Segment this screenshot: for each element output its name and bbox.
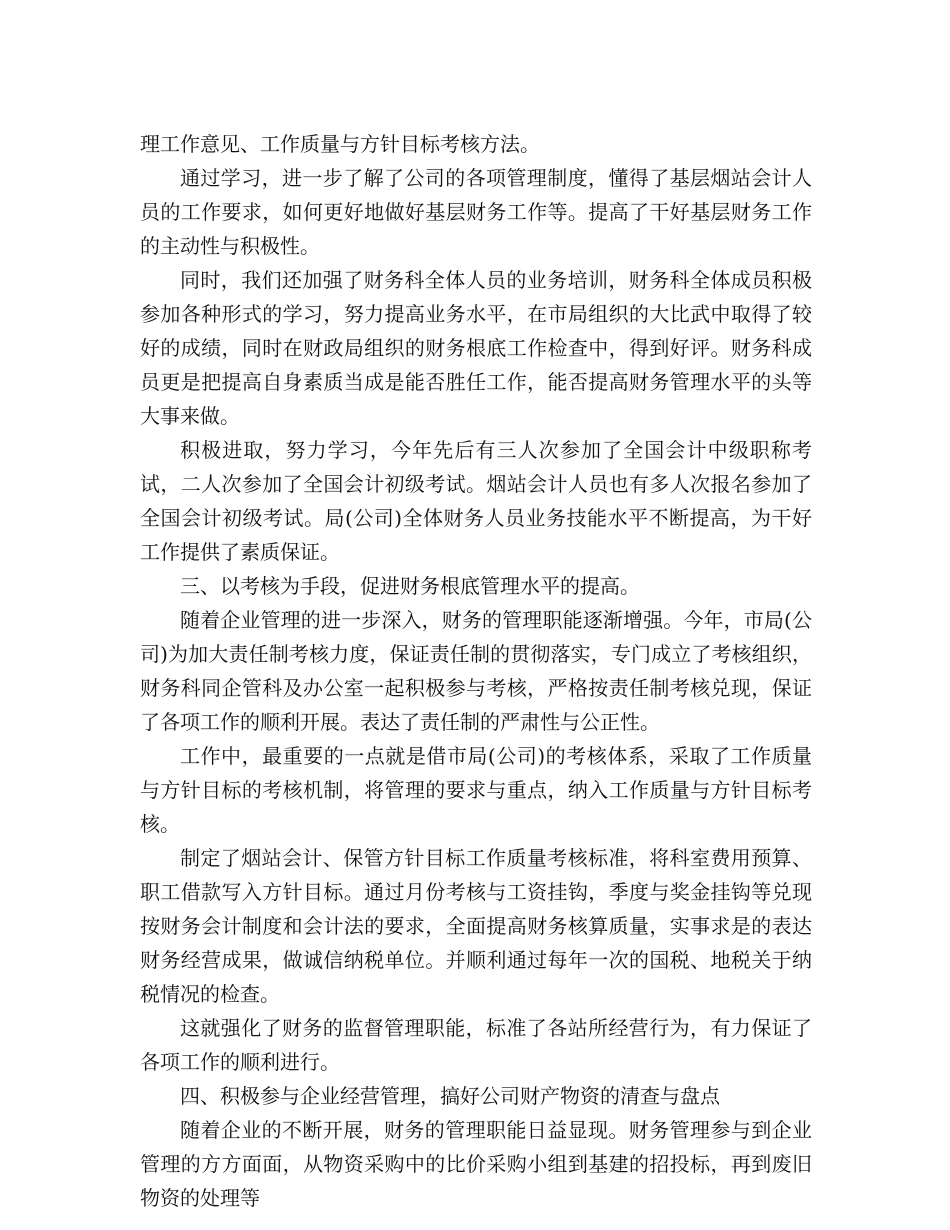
paragraph: 随着企业的不断开展，财务的管理职能日益显现。财务管理参与到企业管理的方方面面，从物资采购中的比价采购小组到基建的招投标，再到废旧物资的处理等 [140,1118,812,1210]
paragraph: 理工作意见、工作质量与方针目标考核方法。 [140,132,540,156]
paragraph: 积极进取，努力学习，今年先后有三人次参加了全国会计中级职称考试，二人次参加了全国会计初级考试。烟站会计人员也有多人次报名参加了全国会计初级考试。局(公司)全体财务人员业务技能水平不断提高，为干好工作提供了素质保证。 [140,438,812,564]
paragraph: 制定了烟站会计、保管方针目标工作质量考核标准，将科室费用预算、职工借款写入方针目标。通过月份考核与工资挂钩，季度与奖金挂钩等兑现按财务会计制度和会计法的要求，全面提高财务核算质量，实事求是的表达财务经营成果，做诚信纳税单位。并顺利通过每年一次的国税、地税关于纳税情况的检查。 [140,846,812,1006]
paragraph: 同时，我们还加强了财务科全体人员的业务培训，财务科全体成员积极参加各种形式的学习，努力提高业务水平，在市局组织的大比武中取得了较好的成绩，同时在财政局组织的财务根底工作检查中，得到好评。财务科成员更是把提高自身素质当成是能否胜任工作，能否提高财务管理水平的头等大事来做。 [140,268,812,428]
paragraph: 随着企业管理的进一步深入，财务的管理职能逐渐增强。今年，市局(公司)为加大责任制考核力度，保证责任制的贯彻落实，专门成立了考核组织，财务科同企管科及办公室一起积极参与考核，严格按责任制考核兑现，保证了各项工作的顺利开展。表达了责任制的严肃性与公正性。 [140,608,812,734]
section-heading: 四、积极参与企业经营管理，搞好公司财产物资的清查与盘点 [180,1084,720,1108]
paragraph: 工作中，最重要的一点就是借市局(公司)的考核体系，采取了工作质量与方针目标的考核机制，将管理的要求与重点，纳入工作质量与方针目标考核。 [140,744,812,836]
paragraph: 通过学习，进一步了解了公司的各项管理制度，懂得了基层烟站会计人员的工作要求，如何更好地做好基层财务工作等。提高了干好基层财务工作的主动性与积极性。 [140,166,812,258]
section-heading: 三、以考核为手段，促进财务根底管理水平的提高。 [180,574,640,598]
document-body [140,127,812,1215]
paragraph: 这就强化了财务的监督管理职能，标准了各站所经营行为，有力保证了各项工作的顺利进行。 [140,1016,812,1074]
